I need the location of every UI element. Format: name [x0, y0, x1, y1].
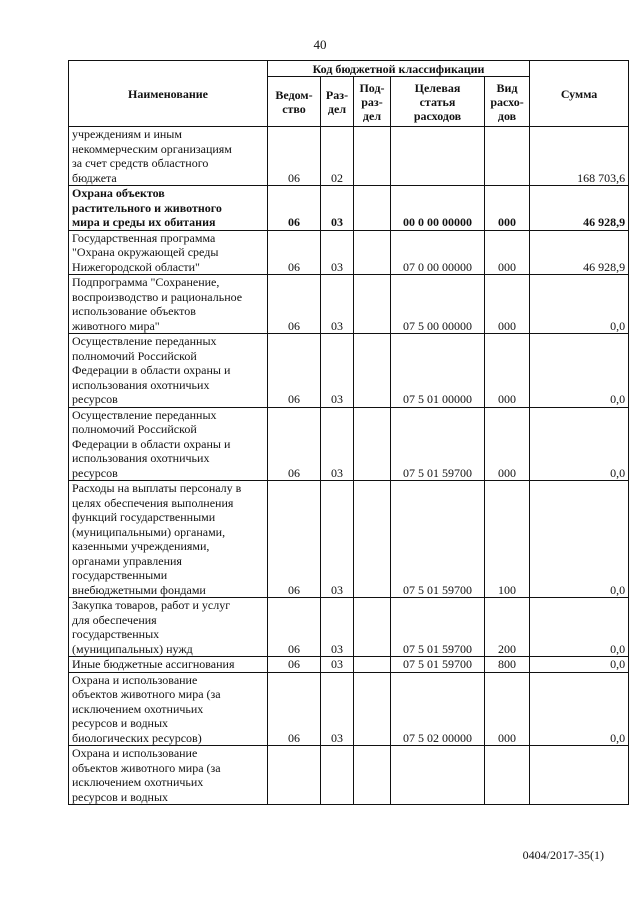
row-razdel-cell: 03: [321, 230, 354, 275]
row-podrazdel-cell: [354, 657, 391, 673]
row-celevaya-cell: 07 0 00 00000: [391, 230, 485, 275]
row-summa-cell: 0,0: [530, 657, 629, 673]
row-celevaya-cell: [391, 127, 485, 186]
row-vedomstvo-cell: 06: [268, 407, 321, 481]
row-vedomstvo-cell: 06: [268, 672, 321, 746]
row-podrazdel-cell: [354, 334, 391, 408]
row-celevaya-cell: 07 5 01 59700: [391, 481, 485, 598]
row-celevaya-cell: 07 5 01 59700: [391, 407, 485, 481]
page-number: 40: [313, 37, 327, 52]
row-podrazdel-cell: [354, 746, 391, 805]
row-razdel-cell: 03: [321, 481, 354, 598]
row-name-cell: Охрана и использование объектов животного мира (за исключением охотничьих ресурсов и водных: [69, 746, 268, 805]
row-name-cell: Подпрограмма "Сохранение, воспроизводство и рациональное использование объектов животного мира": [69, 275, 268, 334]
row-podrazdel-cell: [354, 672, 391, 746]
footer-code: 0404/2017-35(1): [522, 848, 604, 862]
row-podrazdel-cell: [354, 407, 391, 481]
row-summa-cell: 0,0: [530, 481, 629, 598]
row-summa-cell: 46 928,9: [530, 230, 629, 275]
row-razdel-cell: [321, 746, 354, 805]
row-podrazdel-cell: [354, 481, 391, 598]
row-summa-cell: 168 703,6: [530, 127, 629, 186]
table-row: [69, 230, 629, 275]
row-vedomstvo-cell: 06: [268, 275, 321, 334]
row-name-cell: Закупка товаров, работ и услуг для обеспечения государственных (муниципальных) нужд: [69, 598, 268, 657]
row-vedomstvo-cell: 06: [268, 657, 321, 673]
table-row: [69, 746, 629, 805]
header-name: Наименование: [69, 61, 268, 127]
table-row: [69, 407, 629, 481]
table-body: [69, 127, 629, 805]
row-vedomstvo-cell: 06: [268, 598, 321, 657]
row-vid-cell: 000: [485, 230, 530, 275]
row-name-cell: учреждениям и иным некоммерческим организациям за счет средств областного бюджета: [69, 127, 268, 186]
row-podrazdel-cell: [354, 186, 391, 231]
row-vedomstvo-cell: [268, 746, 321, 805]
table-row: [69, 657, 629, 673]
row-podrazdel-cell: [354, 275, 391, 334]
header-vedomstvo: Ведом- ство: [268, 77, 321, 127]
table-row: [69, 672, 629, 746]
row-vedomstvo-cell: 06: [268, 481, 321, 598]
row-vid-cell: 000: [485, 407, 530, 481]
row-razdel-cell: 03: [321, 407, 354, 481]
row-vid-cell: 000: [485, 672, 530, 746]
row-vid-cell: 800: [485, 657, 530, 673]
row-summa-cell: 46 928,9: [530, 186, 629, 231]
row-podrazdel-cell: [354, 230, 391, 275]
table-row: [69, 186, 629, 231]
row-celevaya-cell: 00 0 00 00000: [391, 186, 485, 231]
row-celevaya-cell: 07 5 01 59700: [391, 598, 485, 657]
row-vedomstvo-cell: 06: [268, 127, 321, 186]
header-code-group: Код бюджетной классификации: [268, 61, 530, 77]
row-celevaya-cell: 07 5 01 59700: [391, 657, 485, 673]
row-summa-cell: [530, 746, 629, 805]
header-vid: Вид расхо- дов: [485, 77, 530, 127]
row-razdel-cell: 02: [321, 127, 354, 186]
row-razdel-cell: 03: [321, 672, 354, 746]
row-razdel-cell: 03: [321, 186, 354, 231]
row-razdel-cell: 03: [321, 657, 354, 673]
header-razdel: Раз- дел: [321, 77, 354, 127]
row-celevaya-cell: [391, 746, 485, 805]
header-celevaya: Целевая статья расходов: [391, 77, 485, 127]
row-summa-cell: 0,0: [530, 598, 629, 657]
row-vedomstvo-cell: 06: [268, 230, 321, 275]
row-name-cell: Осуществление переданных полномочий Российской Федерации в области охраны и использования охотничьих ресурсов: [69, 334, 268, 408]
row-celevaya-cell: 07 5 00 00000: [391, 275, 485, 334]
row-vid-cell: [485, 127, 530, 186]
table-row: [69, 127, 629, 186]
row-vid-cell: 100: [485, 481, 530, 598]
row-vid-cell: 000: [485, 334, 530, 408]
table-row: [69, 481, 629, 598]
row-summa-cell: 0,0: [530, 334, 629, 408]
row-summa-cell: 0,0: [530, 672, 629, 746]
table-row: [69, 334, 629, 408]
row-vid-cell: 000: [485, 186, 530, 231]
row-razdel-cell: 03: [321, 598, 354, 657]
row-razdel-cell: 03: [321, 334, 354, 408]
row-razdel-cell: 03: [321, 275, 354, 334]
row-summa-cell: 0,0: [530, 275, 629, 334]
row-vid-cell: [485, 746, 530, 805]
row-podrazdel-cell: [354, 127, 391, 186]
row-name-cell: Охрана объектов растительного и животного мира и среды их обитания: [69, 186, 268, 231]
row-name-cell: Охрана и использование объектов животного мира (за исключением охотничьих ресурсов и водных биологических ресурсов): [69, 672, 268, 746]
row-podrazdel-cell: [354, 598, 391, 657]
row-celevaya-cell: 07 5 02 00000: [391, 672, 485, 746]
row-name-cell: Иные бюджетные ассигнования: [69, 657, 268, 673]
row-summa-cell: 0,0: [530, 407, 629, 481]
row-name-cell: Осуществление переданных полномочий Российской Федерации в области охраны и использования охотничьих ресурсов: [69, 407, 268, 481]
row-name-cell: Государственная программа "Охрана окружающей среды Нижегородской области": [69, 230, 268, 275]
budget-table: [68, 60, 629, 805]
row-name-cell: Расходы на выплаты персоналу в целях обеспечения выполнения функций государственными (муниципальными) органами, казенными учреждениями, органами управления государственными внебюджетными фондами: [69, 481, 268, 598]
row-vid-cell: 000: [485, 275, 530, 334]
row-vedomstvo-cell: 06: [268, 186, 321, 231]
table-row: [69, 275, 629, 334]
row-vedomstvo-cell: 06: [268, 334, 321, 408]
header-summa: Сумма: [530, 61, 629, 127]
row-vid-cell: 200: [485, 598, 530, 657]
header-podrazdel: Под- раз- дел: [354, 77, 391, 127]
table-row: [69, 598, 629, 657]
row-celevaya-cell: 07 5 01 00000: [391, 334, 485, 408]
